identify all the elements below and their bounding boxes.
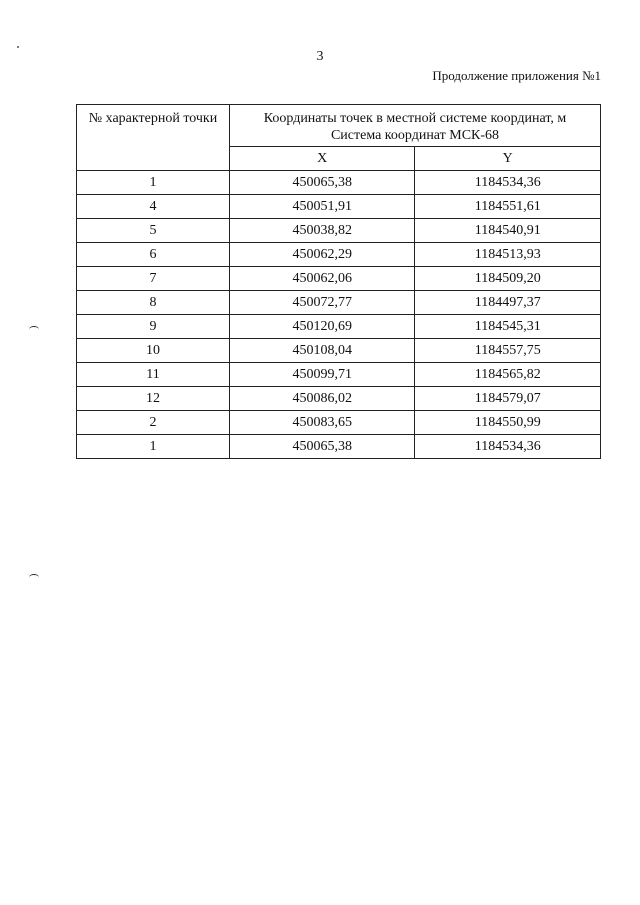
- cell-y: 1184509,20: [415, 267, 601, 291]
- header-coordinates-line1: Координаты точек в местной системе координат, м: [263, 111, 567, 126]
- header-point-number: № характерной точки: [77, 105, 230, 171]
- cell-y: 1184534,36: [415, 435, 601, 459]
- cell-x: 450051,91: [230, 195, 415, 219]
- header-x: X: [230, 147, 415, 171]
- table-row: [77, 411, 601, 435]
- table-row: [77, 195, 601, 219]
- header-coordinates-line2: Система координат МСК-68: [330, 128, 500, 143]
- cell-x: 450065,38: [230, 435, 415, 459]
- coordinates-table: [76, 104, 601, 459]
- cell-x: 450108,04: [230, 339, 415, 363]
- cell-y: 1184513,93: [415, 243, 601, 267]
- table-row: [77, 363, 601, 387]
- table-row: [77, 171, 601, 195]
- binding-hole-mark: [29, 574, 39, 581]
- cell-y: 1184579,07: [415, 387, 601, 411]
- cell-y: 1184545,31: [415, 315, 601, 339]
- cell-x: 450120,69: [230, 315, 415, 339]
- table-row: [77, 291, 601, 315]
- table-row: [77, 315, 601, 339]
- continuation-note: Продолжение приложения №1: [432, 68, 601, 83]
- cell-x: 450062,29: [230, 243, 415, 267]
- cell-x: 450083,65: [230, 411, 415, 435]
- cell-y: 1184534,36: [415, 171, 601, 195]
- cell-y: 1184540,91: [415, 219, 601, 243]
- cell-x: 450062,06: [230, 267, 415, 291]
- table-row: [77, 387, 601, 411]
- cell-point: 2: [77, 411, 230, 435]
- cell-x: 450086,02: [230, 387, 415, 411]
- cell-x: 450038,82: [230, 219, 415, 243]
- page-number: 3: [316, 49, 324, 64]
- cell-y: 1184550,99: [415, 411, 601, 435]
- cell-point: 1: [77, 435, 230, 459]
- cell-point: 11: [77, 363, 230, 387]
- cell-y: 1184557,75: [415, 339, 601, 363]
- cell-point: 5: [77, 219, 230, 243]
- header-y: Y: [415, 147, 601, 171]
- cell-point: 4: [77, 195, 230, 219]
- cell-y: 1184551,61: [415, 195, 601, 219]
- cell-point: 12: [77, 387, 230, 411]
- scan-speck: [17, 46, 19, 48]
- header-coordinates: [230, 105, 601, 147]
- cell-x: 450065,38: [230, 171, 415, 195]
- table-row: [77, 243, 601, 267]
- cell-point: 9: [77, 315, 230, 339]
- table-row: [77, 267, 601, 291]
- cell-x: 450072,77: [230, 291, 415, 315]
- cell-y: 1184565,82: [415, 363, 601, 387]
- cell-point: 10: [77, 339, 230, 363]
- cell-point: 7: [77, 267, 230, 291]
- binding-hole-mark: [29, 326, 39, 333]
- table-row: [77, 339, 601, 363]
- cell-point: 6: [77, 243, 230, 267]
- table-body: [77, 171, 601, 459]
- cell-point: 8: [77, 291, 230, 315]
- table-row: [77, 219, 601, 243]
- cell-x: 450099,71: [230, 363, 415, 387]
- cell-y: 1184497,37: [415, 291, 601, 315]
- cell-point: 1: [77, 171, 230, 195]
- table-row: [77, 435, 601, 459]
